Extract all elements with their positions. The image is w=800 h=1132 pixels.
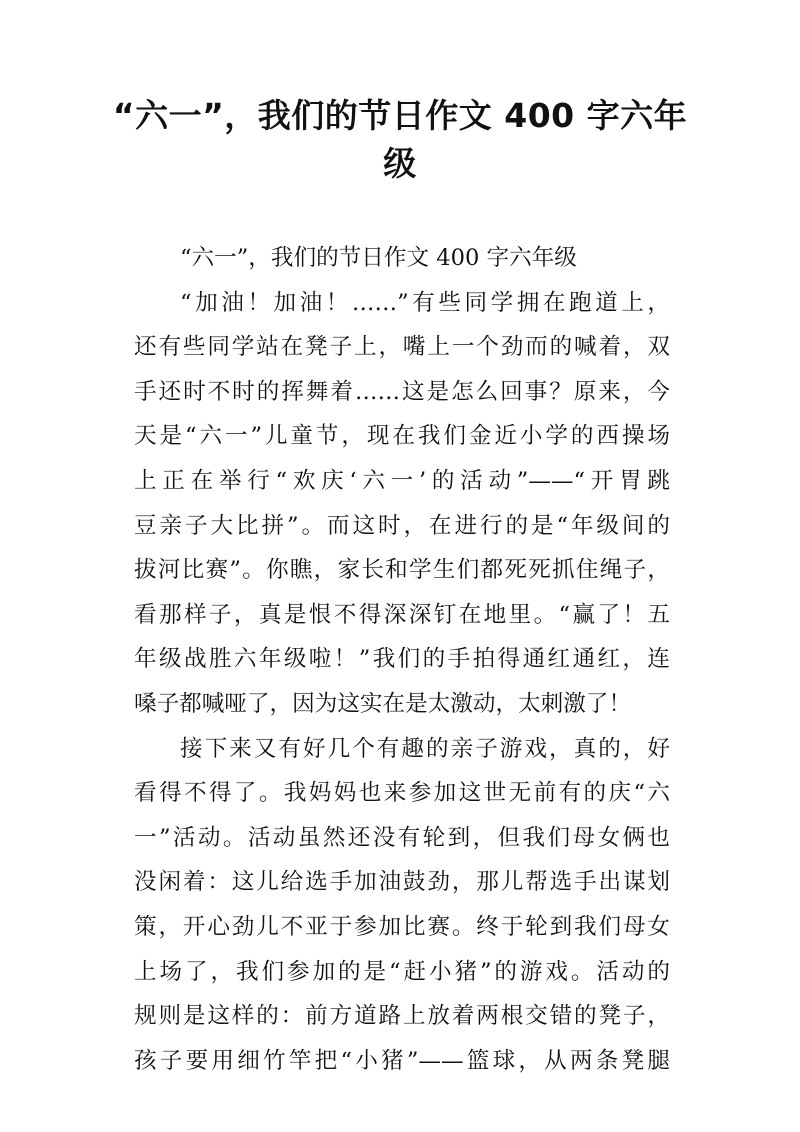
paragraph-line: 上正在举行“欢庆‘六一’的活动”——“开胃跳: [134, 467, 670, 494]
paragraph-line: 豆亲子大比拼”。而这时，在进行的是“年级间的: [134, 512, 670, 539]
paragraph-line: 看得不得了。我妈妈也来参加这世无前有的庆“六: [134, 780, 670, 807]
paragraph-line: 年级战胜六年级啦！”我们的手拍得通红通红，连: [134, 646, 670, 673]
paragraph-line: 孩子要用细竹竿把“小猪”——篮球，从两条凳腿: [134, 1047, 670, 1074]
document-title: [100, 92, 700, 188]
paragraph-line: “加油！加油！……”有些同学拥在跑道上，: [180, 289, 670, 316]
document-body: [134, 236, 670, 1083]
paragraph-1: [134, 236, 670, 281]
paragraph-line: 手还时不时的挥舞着……这是怎么回事？原来，今: [134, 378, 670, 405]
paragraph-line: 一”活动。活动虽然还没有轮到，但我们母女俩也: [134, 824, 670, 851]
paragraph-line: “六一”，我们的节日作文 400 字六年级: [180, 245, 577, 271]
paragraph-line: 拔河比赛”。你瞧，家长和学生们都死死抓住绳子，: [134, 557, 670, 584]
title-line-2: 级: [383, 144, 417, 183]
paragraph-line: 还有些同学站在凳子上，嘴上一个劲而的喊着，双: [134, 334, 670, 361]
paragraph-line: 看那样子，真是恨不得深深钉在地里。“赢了！五: [134, 601, 670, 628]
paragraph-line: 接下来又有好几个有趣的亲子游戏，真的，好: [180, 735, 670, 762]
paragraph-3: [134, 727, 670, 1084]
paragraph-2: [134, 281, 670, 727]
paragraph-line: 规则是这样的：前方道路上放着两根交错的凳子，: [134, 1003, 670, 1030]
title-line-1: “六一”，我们的节日作文 400 字六年: [112, 96, 688, 135]
paragraph-line: 嗓子都喊哑了，因为这实在是太激动，太刺激了！: [134, 690, 632, 717]
paragraph-line: 上场了，我们参加的是“赶小猪”的游戏。活动的: [134, 958, 670, 985]
paragraph-line: 策，开心劲儿不亚于参加比赛。终于轮到我们母女: [134, 913, 670, 940]
paragraph-line: 没闲着：这儿给选手加油鼓劲，那儿帮选手出谋划: [134, 869, 670, 896]
paragraph-line: 天是“六一”儿童节，现在我们金近小学的西操场: [134, 423, 670, 450]
